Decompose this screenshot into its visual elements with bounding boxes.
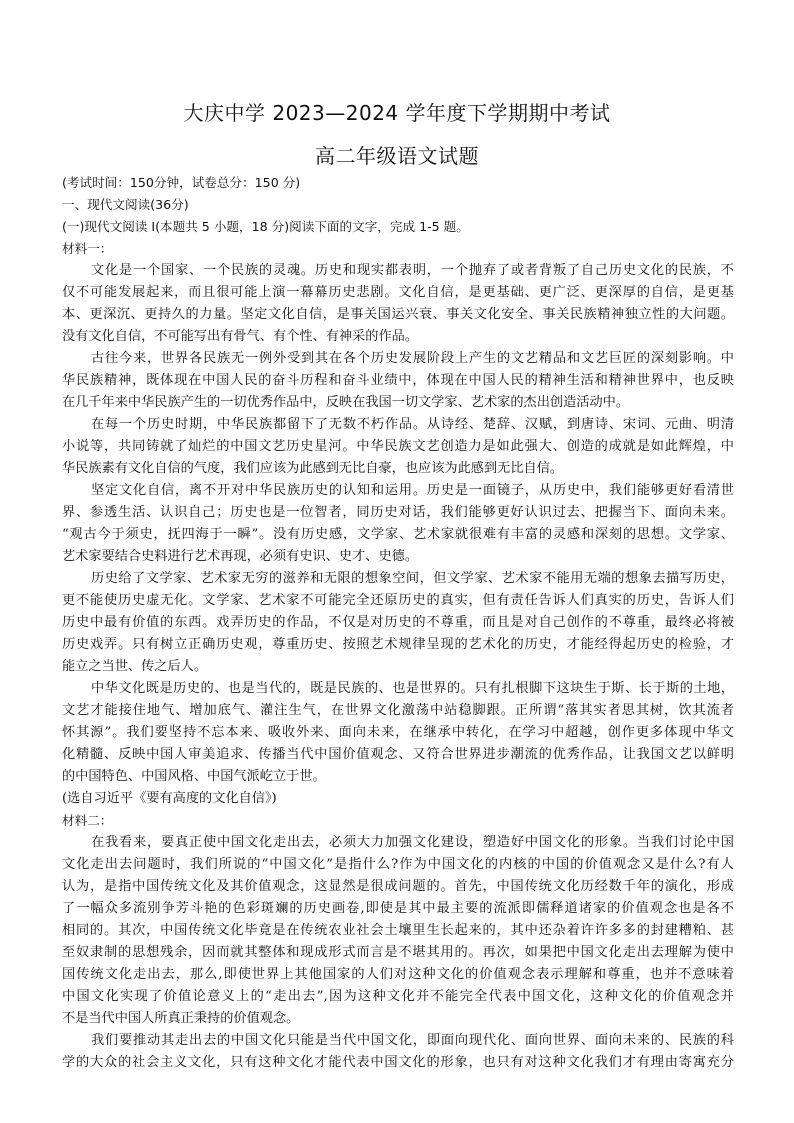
paragraph-line: 学的大众的社会主义文化，只有这种文化才能代表中国文化的形象，也只有对这种文化我们才有理由寄寓充分	[62, 1055, 734, 1070]
exam-info: (考试时间：150分钟，试卷总分：150 分)	[62, 175, 301, 190]
paragraph-line: 小说等，共同铸就了灿烂的中国文艺历史星河。中华民族文艺创造力是如此强大、创造的成就是如此辉煌，中	[62, 439, 734, 454]
paragraph-line: 仅不可能发展起来，而且很可能上演一幕幕历史悲剧。文化自信，是更基础、更广泛、更深厚的自信，是更基	[62, 285, 734, 300]
section-heading: 一、现代文阅读(36分)	[62, 197, 189, 212]
paragraph-line: 文化走出去问题时，我们所说的“中国文化”是指什么?作为中国文化的内核的中国的价值观念又是什么?有人	[62, 857, 734, 872]
paragraph-line: 华民族精神，既体现在中国人民的奋斗历程和奋斗业绩中，体现在中国人民的精神生活和精神世界中，也反映	[62, 373, 734, 388]
paragraph-line: 更不能使历史虚无化。文学家、艺术家不可能完全还原历史的真实，但有责任告诉人们真实的历史，告诉人们	[62, 593, 734, 608]
paragraph-line: 国传统文化走出去，那么,即使世界上其他国家的人们对这种文化的价值观念表示理解和尊重，也并不意味着	[62, 967, 734, 982]
exam-title: 大庆中学 2023—2024 学年度下学期期中考试	[183, 101, 611, 125]
paragraph-line: 古往今来，世界各民族无一例外受到其在各个历史发展阶段上产生的文艺精品和文艺巨匠的深刻影响。中	[91, 351, 734, 366]
paragraph-line: 历史中最有价值的东西。戏弄历史的作品，不仅是对历史的不尊重，而且是对自己创作的不尊重，最终必将被	[62, 615, 734, 630]
paragraph-line: 中国文化实现了价值论意义上的“走出去”,因为这种文化并不能完全代表中国文化，这种文化的价值观念并	[62, 989, 734, 1004]
paragraph-line: 没有文化自信，不可能写出有骨气、有个性、有神采的作品。	[62, 329, 419, 344]
paragraph-line: “观古今于须史，抚四海于一瞬”。没有历史感，文学家、艺术家就很难有丰富的灵感和深刻的思想。文学家、	[62, 527, 734, 542]
paragraph-line: 界、参透生活、认识自己；历史也是一位智者，同历史对话，我们能够更好认识过去、把握当下、面向未来。	[62, 505, 734, 520]
paragraph-line: 本、更深沉、更持久的力量。坚定文化自信，是事关国运兴衰、事关文化安全、事关民族精神独立性的大问题。	[62, 307, 734, 322]
paragraph-line: 华民族素有文化自信的气度，我们应该为此感到无比自豪，也应该为此感到无比自信。	[62, 461, 564, 476]
paragraph-line: 化精髓、反映中国人审美追求、传播当代中国价值观念、又符合世界进步潮流的优秀作品，让我国文艺以鲜明	[62, 747, 734, 762]
paragraph-line: 中华文化既是历史的、也是当代的，既是民族的、也是世界的。只有扎根脚下这块生于斯、长于斯的土地，	[91, 681, 734, 696]
paragraph-line: 认为，是指中国传统文化及其价值观念，这显然是很成问题的。首先，中国传统文化历经数千年的演化，形成	[62, 879, 734, 894]
paragraph-line: 在我看来，要真正使中国文化走出去，必须大力加强文化建设，塑造好中国文化的形象。当我们讨论中国	[91, 835, 734, 850]
exam-subtitle: 高二年级语文试题	[315, 144, 479, 168]
subsection-heading: (一)现代文阅读 I(本题共 5 小题，18 分)阅读下面的文字，完成 1-5 题。	[62, 219, 469, 234]
paragraph-line: 在每一个历史时期，中华民族都留下了无数不朽作品。从诗经、楚辞、汉赋，到唐诗、宋词、元曲、明清	[91, 417, 734, 432]
source-citation: (选自习近平《要有高度的文化自信》)	[62, 791, 277, 806]
material-one-label: 材料一：	[62, 241, 113, 256]
paragraph-line: 了一幅众多流别争芳斗艳的色彩斑斓的历史画卷,即使是其中最主要的流派即儒释道诸家的价值观念也是各不	[62, 901, 734, 916]
paragraph-line: 能立之当世、传之后人。	[62, 659, 208, 674]
paragraph-line: 至奴隶制的思想残余，因而就其整体和现成形式而言是不堪其用的。再次，如果把中国文化走出去理解为使中	[62, 945, 734, 960]
material-two-label: 材料二：	[62, 813, 113, 828]
paragraph-line: 的中国特色、中国风格、中国气派屹立于世。	[62, 769, 326, 784]
paragraph-line: 历史戏弄。只有树立正确历史观，尊重历史、按照艺术规律呈现的艺术化的历史，才能经得起历史的检验，才	[62, 637, 734, 652]
paragraph-line: 坚定文化自信，离不开对中华民族历史的认知和运用。历史是一面镜子，从历史中，我们能够更好看清世	[91, 483, 734, 498]
paragraph-line: 艺术家要结合史料进行艺术再现，必须有史识、史才、史德。	[62, 549, 419, 564]
paragraph-line: 怀其源”。我们要坚持不忘本来、吸收外来、面向未来，在继承中转化，在学习中超越，创作更多体现中华文	[62, 725, 734, 740]
paragraph-line: 历史给了文学家、艺术家无穷的滋养和无限的想象空间，但文学家、艺术家不能用无端的想象去描写历史，	[91, 571, 734, 586]
paragraph-line: 不是当代中国人所真正秉持的价值观念。	[62, 1011, 300, 1026]
paragraph-line: 文化是一个国家、一个民族的灵魂。历史和现实都表明，一个抛弃了或者背叛了自己历史文化的民族，不	[91, 263, 734, 278]
paragraph-line: 相同的。其次，中国传统文化毕竟是在传统农业社会土壤里生长起来的，其中还杂着许许多多的封建糟粕、甚	[62, 923, 734, 938]
paragraph-line: 在几千年来中华民族产生的一切优秀作品中，反映在我国一切文学家、艺术家的杰出创造活动中。	[62, 395, 630, 410]
paragraph-line: 文艺才能接住地气、增加底气、灌注生气，在世界文化激荡中站稳脚跟。正所谓“落其实者思其树，饮其流者	[62, 703, 734, 718]
paragraph-line: 我们要推动其走出去的中国文化只能是当代中国文化，即面向现代化、面向世界、面向未来的、民族的科	[91, 1033, 734, 1048]
